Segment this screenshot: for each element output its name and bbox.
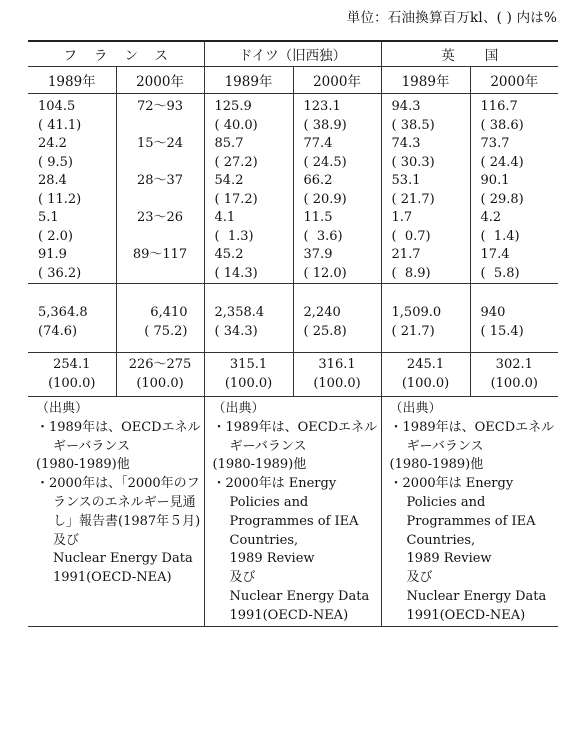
cell-value: 5.1 — [38, 210, 59, 225]
france-2000-cell — [116, 284, 204, 353]
uk-1989-cell — [381, 94, 470, 284]
cell-value: ( 20.9) — [303, 191, 347, 207]
source-line: ・1989年は、OECDエネル — [36, 419, 201, 435]
cell-value: 254.1 — [53, 357, 91, 372]
cell-value: (74.6) — [38, 323, 78, 339]
source-line: 及び — [229, 570, 256, 586]
cell-value: (100.0) — [401, 375, 450, 391]
cell-value: 123.1 — [303, 99, 341, 114]
source-line: Nuclear Energy Data — [229, 588, 370, 604]
cell-value: ( 30.3) — [391, 154, 435, 170]
source-line: ギーバランス — [53, 438, 130, 454]
cell-value: 6,410 — [150, 305, 188, 320]
cell-value: (100.0) — [490, 375, 538, 391]
source-line: Programmes of IEA — [229, 513, 359, 529]
cell-value: 226～275 — [128, 357, 192, 372]
cell-value: ( 38.5) — [391, 117, 435, 133]
germany-2000-cell — [293, 284, 381, 353]
cell-value: 77.4 — [303, 136, 333, 151]
cell-value: 2,240 — [303, 305, 341, 320]
cell-value — [117, 265, 204, 284]
cell-value: 74.3 — [391, 136, 421, 151]
cell-value: ( 21.7) — [391, 323, 435, 339]
cell-value: 11.5 — [303, 210, 333, 225]
cell-value: ( 21.7) — [391, 191, 435, 207]
year-header-row — [28, 67, 558, 94]
france-2000-cell — [116, 94, 204, 284]
cell-value: ( 1.3) — [214, 228, 254, 244]
cell-value: 85.7 — [214, 136, 244, 151]
cell-value: 104.5 — [38, 99, 76, 114]
cell-value: 24.2 — [38, 136, 67, 151]
cell-value: 72～93 — [136, 99, 184, 114]
cell-value: ( 1.4) — [480, 228, 520, 244]
cell-value: ( 14.3) — [214, 265, 258, 281]
energy-table — [28, 40, 558, 627]
energy-breakdown-row — [28, 94, 558, 284]
cell-value: ( 15.4) — [480, 323, 524, 339]
cell-value: 45.2 — [214, 247, 244, 262]
cell-value: ( 38.9) — [303, 117, 347, 133]
source-line: 1991(OECD-NEA) — [229, 607, 349, 623]
source-heading: （出典） — [212, 401, 265, 416]
source-line: ・1989年は、OECDエネル — [212, 419, 378, 435]
source-line: ・1989年は、OECDエネル — [389, 419, 555, 435]
cell-value: ( 8.9) — [391, 265, 431, 281]
source-line: し」報告書(1987年５月) — [53, 513, 201, 529]
total-row — [28, 353, 558, 397]
source-line: 1989 Review — [406, 551, 492, 567]
uk-2000-cell — [470, 94, 558, 284]
cell-value: ( 2.0) — [38, 228, 73, 244]
source-heading: （出典） — [36, 401, 89, 416]
cell-value: 91.9 — [38, 247, 67, 262]
cell-value: ( 0.7) — [391, 228, 431, 244]
source-line: Countries, — [229, 532, 299, 548]
cell-value: ( 11.2) — [38, 191, 82, 207]
cell-value: ( 38.6) — [480, 117, 524, 133]
source-line: 及び — [53, 532, 80, 548]
france-2000-total — [116, 353, 204, 397]
germany-1989-cell — [204, 94, 293, 284]
uk-1989-total — [381, 353, 470, 397]
cell-value: 315.1 — [229, 357, 268, 372]
cell-value: 316.1 — [318, 357, 356, 372]
france-1989-cell — [28, 94, 116, 284]
cell-value: 37.9 — [303, 247, 333, 262]
cell-value: 73.7 — [480, 136, 510, 151]
cell-value: ( 29.8) — [480, 191, 524, 207]
country-header-row — [28, 41, 558, 67]
cell-value: ( 40.0) — [214, 117, 258, 133]
cell-value — [117, 228, 204, 247]
uk-1989-cell — [381, 284, 470, 353]
germany-1989-total — [204, 353, 293, 397]
cell-value: 125.9 — [214, 99, 252, 114]
germany-2000-total — [293, 353, 381, 397]
uk-2000-cell — [470, 284, 558, 353]
year-header: 1989年 — [204, 67, 293, 94]
year-header: 2000年 — [470, 67, 558, 94]
source-line: ・2000年は、「2000年のフ — [36, 476, 200, 492]
cell-value: ( 27.2) — [214, 154, 258, 170]
year-header: 1989年 — [28, 67, 116, 94]
second-block-row — [28, 284, 558, 353]
country-france: フランス — [28, 41, 204, 67]
cell-value: ( 24.4) — [480, 154, 524, 170]
source-line: Nuclear Energy Data — [53, 551, 193, 567]
unit-note: 単位：石油換算百万kl、( ) 内は% — [346, 10, 557, 26]
cell-value: 17.4 — [480, 247, 510, 262]
country-uk: 英国 — [381, 41, 558, 67]
cell-value: 66.2 — [303, 173, 333, 188]
cell-value: ( 5.8) — [480, 265, 520, 281]
source-line: (1980-1989)他 — [212, 457, 307, 473]
source-line: 1989 Review — [229, 551, 315, 567]
source-line: Nuclear Energy Data — [406, 588, 547, 604]
source-line: Programmes of IEA — [406, 513, 536, 529]
cell-value: ( 17.2) — [214, 191, 258, 207]
year-header: 2000年 — [293, 67, 381, 94]
cell-value: 1,509.0 — [391, 305, 442, 320]
source-line: Countries, — [406, 532, 476, 548]
source-line: ギーバランス — [229, 438, 307, 454]
year-header: 2000年 — [116, 67, 204, 94]
cell-value: 4.2 — [480, 210, 502, 225]
cell-value: 28.4 — [38, 173, 67, 188]
source-line: 1991(OECD-NEA) — [53, 570, 172, 586]
france-1989-cell — [28, 284, 116, 353]
cell-value: 90.1 — [480, 173, 510, 188]
cell-value: 21.7 — [391, 247, 421, 262]
cell-value: 116.7 — [480, 99, 518, 114]
source-heading: （出典） — [389, 401, 442, 416]
cell-value: 53.1 — [391, 173, 421, 188]
cell-value — [117, 154, 204, 173]
cell-value: (100.0) — [224, 375, 273, 391]
cell-value: 245.1 — [406, 357, 445, 372]
source-line: ギーバランス — [406, 438, 484, 454]
cell-value: 940 — [480, 305, 506, 320]
cell-value: 54.2 — [214, 173, 244, 188]
cell-value: 28～37 — [136, 173, 184, 188]
country-germany: ドイツ（旧西独） — [204, 41, 381, 67]
source-germany — [204, 397, 381, 627]
source-line: Policies and — [229, 494, 309, 510]
source-uk — [381, 397, 558, 627]
cell-value: ( 9.5) — [38, 154, 73, 170]
uk-2000-total — [470, 353, 558, 397]
cell-value: 94.3 — [391, 99, 421, 114]
cell-value: 23～26 — [136, 210, 184, 225]
source-line: ・2000年は Energy — [389, 476, 514, 492]
cell-value: 5,364.8 — [38, 305, 88, 320]
germany-1989-cell — [204, 284, 293, 353]
cell-value: 2,358.4 — [214, 305, 265, 320]
cell-value: ( 12.0) — [303, 265, 347, 281]
cell-value: (100.0) — [313, 375, 361, 391]
cell-value — [117, 191, 204, 210]
cell-value: (100.0) — [48, 375, 96, 391]
cell-value: 4.1 — [214, 210, 236, 225]
source-line: (1980-1989)他 — [389, 457, 484, 473]
cell-value: ( 75.2) — [144, 323, 188, 339]
source-line: 1991(OECD-NEA) — [406, 607, 526, 623]
cell-value: ( 25.8) — [303, 323, 347, 339]
source-line: ・2000年は Energy — [212, 476, 337, 492]
cell-value: 15～24 — [136, 136, 184, 151]
cell-value: (100.0) — [136, 375, 184, 391]
cell-value: 302.1 — [495, 357, 533, 372]
source-france — [28, 397, 204, 627]
germany-2000-cell — [293, 94, 381, 284]
source-line: Policies and — [406, 494, 486, 510]
cell-value: ( 34.3) — [214, 323, 258, 339]
source-line: 及び — [406, 570, 433, 586]
cell-value: ( 36.2) — [38, 265, 82, 281]
cell-value: ( 41.1) — [38, 117, 82, 133]
source-line: ランスのエネルギー見通 — [53, 494, 196, 510]
source-line: (1980-1989)他 — [36, 457, 130, 473]
france-1989-total — [28, 353, 116, 397]
cell-value: ( 3.6) — [303, 228, 343, 244]
cell-value: ( 24.5) — [303, 154, 347, 170]
source-row — [28, 397, 558, 627]
year-header: 1989年 — [381, 67, 470, 94]
cell-value — [117, 117, 204, 136]
cell-value: 89～117 — [132, 247, 188, 262]
cell-value: 1.7 — [391, 210, 413, 225]
